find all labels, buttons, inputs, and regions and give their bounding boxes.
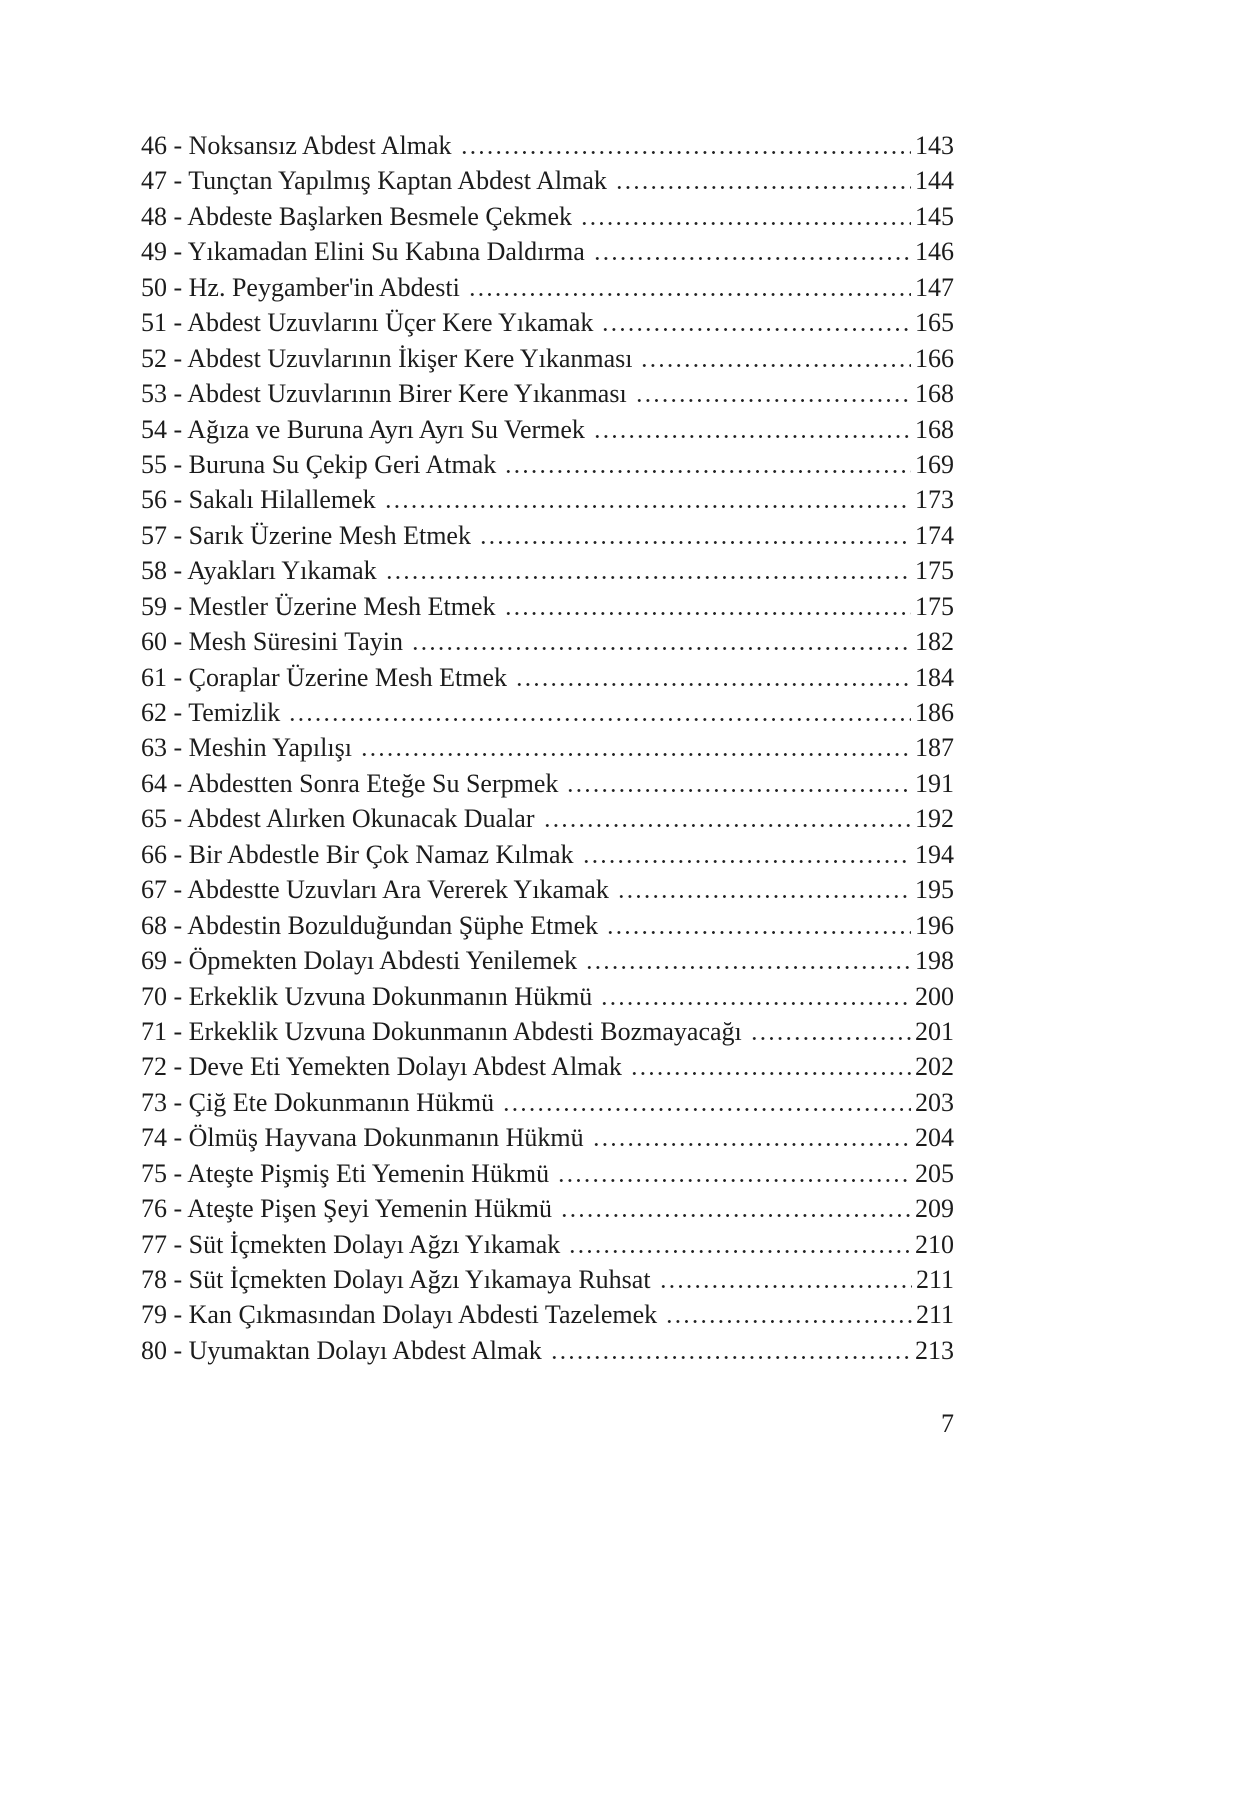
toc-entry: [141, 1049, 954, 1084]
toc-entry-page-number: 195: [915, 875, 954, 905]
dot-leader: [504, 612, 911, 615]
toc-entry-page-number: 186: [915, 698, 954, 727]
toc-entry-title: 50 - Hz. Peygamber'in Abdesti: [141, 272, 460, 302]
toc-entry-page-number: 198: [915, 946, 954, 976]
toc-entry-title: 70 - Erkeklik Uzvuna Dokunmanın Hükmü: [141, 981, 593, 1011]
toc-entry-page-number: 196: [915, 910, 954, 940]
toc-entry: [141, 1085, 954, 1120]
dot-leader: [630, 1072, 911, 1075]
toc-entry-title: 55 - Buruna Su Çekip Geri Atmak: [141, 449, 497, 479]
toc-entry: [141, 518, 954, 553]
toc-entry-page-number: 144: [915, 166, 954, 196]
toc-entry-title: 79 - Kan Çıkmasından Dolayı Abdesti Tazelemek: [141, 1300, 658, 1330]
toc-entry-page-number: 166: [915, 343, 954, 373]
toc-entry-title: 77 - Süt İçmekten Dolayı Ağzı Yıkamak: [141, 1229, 561, 1259]
dot-leader: [384, 505, 911, 508]
dot-leader: [560, 1214, 911, 1217]
toc-entry-title: 53 - Abdest Uzuvlarının Birer Kere Yıkanması: [141, 379, 627, 409]
dot-leader: [385, 576, 911, 579]
toc-entry: [141, 1227, 954, 1262]
toc-entry-page-number: 147: [915, 272, 954, 302]
toc-entry-page-number: 169: [915, 449, 954, 479]
toc-entry: [141, 766, 954, 801]
toc-entry-title: 61 - Çoraplar Üzerine Mesh Etmek: [141, 662, 508, 692]
toc-entry: [141, 872, 954, 907]
toc-entry: [141, 234, 954, 269]
toc-entry-page-number: 146: [915, 237, 954, 267]
toc-entry-title: 63 - Meshin Yapılışı: [141, 733, 352, 763]
toc-entry-page-number: 192: [915, 804, 954, 834]
toc-entry: [141, 341, 954, 376]
toc-entry: [141, 553, 954, 588]
dot-leader: [515, 683, 911, 686]
dot-leader: [568, 1250, 911, 1253]
toc-entry: [141, 801, 954, 836]
toc-entry-page-number: 168: [915, 379, 954, 409]
dot-leader: [635, 399, 911, 402]
toc-entry-page-number: 145: [915, 201, 954, 231]
dot-leader: [665, 1320, 912, 1323]
toc-entry: [141, 1333, 954, 1368]
toc-entry-page-number: 200: [915, 981, 954, 1011]
toc-entry: [141, 128, 954, 163]
dot-leader: [582, 860, 911, 863]
toc-entry: [141, 163, 954, 198]
dot-leader: [615, 186, 911, 189]
dot-leader: [593, 435, 911, 438]
toc-entry-title: 47 - Tunçtan Yapılmış Kaptan Abdest Almak: [141, 166, 607, 196]
dot-leader: [557, 1179, 911, 1182]
toc-entry-title: 65 - Abdest Alırken Okunacak Dualar: [141, 804, 535, 834]
toc-entry-page-number: 175: [915, 591, 954, 621]
toc-entry-page-number: 173: [915, 485, 954, 515]
dot-leader: [502, 1108, 911, 1111]
toc-entry: [141, 1191, 954, 1226]
toc-entry: [141, 695, 954, 730]
toc-list: [141, 128, 954, 1368]
toc-entry: [141, 589, 954, 624]
toc-entry-page-number: 211: [915, 1300, 954, 1330]
dot-leader: [504, 470, 911, 473]
toc-entry-page-number: 175: [915, 556, 954, 586]
toc-entry: [141, 943, 954, 978]
toc-entry-page-number: 210: [915, 1229, 954, 1259]
dot-leader: [360, 753, 911, 756]
page-footer: [141, 1406, 954, 1441]
toc-entry-title: 75 - Ateşte Pişmiş Eti Yemenin Hükmü: [141, 1158, 550, 1188]
toc-entry-title: 64 - Abdestten Sonra Eteğe Su Serpmek: [141, 768, 559, 798]
toc-entry: [141, 1014, 954, 1049]
page-number: 7: [941, 1409, 954, 1439]
toc-entry: [141, 447, 954, 482]
toc-entry-title: 62 - Temizlik: [141, 698, 281, 727]
dot-leader: [580, 222, 911, 225]
toc-entry-page-number: 205: [915, 1158, 954, 1188]
toc-entry-title: 48 - Abdeste Başlarken Besmele Çekmek: [141, 201, 573, 231]
dot-leader: [543, 824, 911, 827]
toc-entry-title: 78 - Süt İçmekten Dolayı Ağzı Yıkamaya Ruhsat: [141, 1265, 651, 1294]
toc-entry-title: 72 - Deve Eti Yemekten Dolayı Abdest Almak: [141, 1052, 622, 1082]
toc-entry-title: 66 - Bir Abdestle Bir Çok Namaz Kılmak: [141, 839, 574, 869]
toc-entry-page-number: 202: [915, 1052, 954, 1082]
toc-entry: [141, 979, 954, 1014]
toc-entry-title: 54 - Ağıza ve Buruna Ayrı Ayrı Su Vermek: [141, 414, 585, 444]
toc-entry-title: 57 - Sarık Üzerine Mesh Etmek: [141, 520, 471, 550]
toc-entry-title: 46 - Noksansız Abdest Almak: [141, 131, 452, 160]
toc-entry-title: 58 - Ayakları Yıkamak: [141, 556, 377, 586]
toc-entry-page-number: 187: [915, 733, 954, 763]
toc-entry: [141, 1120, 954, 1155]
toc-entry-title: 74 - Ölmüş Hayvana Dokunmanın Hükmü: [141, 1123, 584, 1153]
dot-leader: [411, 647, 911, 650]
toc-entry-title: 51 - Abdest Uzuvlarını Üçer Kere Yıkamak: [141, 308, 594, 338]
toc-entry-title: 71 - Erkeklik Uzvuna Dokunmanın Abdesti Bozmayacağı: [141, 1016, 742, 1046]
dot-leader: [640, 364, 911, 367]
toc-entry: [141, 660, 954, 695]
toc-entry: [141, 1156, 954, 1191]
toc-entry: [141, 199, 954, 234]
dot-leader: [593, 257, 911, 260]
toc-entry: [141, 412, 954, 447]
toc-entry-title: 76 - Ateşte Pişen Şeyi Yemenin Hükmü: [141, 1194, 552, 1224]
dot-leader: [550, 1356, 911, 1359]
toc-entry: [141, 270, 954, 305]
toc-entry-title: 56 - Sakalı Hilallemek: [141, 485, 376, 515]
dot-leader: [600, 1002, 911, 1005]
toc-entry-title: 60 - Mesh Süresini Tayin: [141, 627, 404, 657]
toc-entry: [141, 1297, 954, 1332]
dot-leader: [479, 541, 911, 544]
toc-entry-page-number: 165: [915, 308, 954, 338]
dot-leader: [606, 931, 911, 934]
toc-entry-title: 49 - Yıkamadan Elini Su Kabına Daldırma: [141, 237, 585, 267]
toc-entry-page-number: 209: [915, 1194, 954, 1224]
toc-entry-title: 67 - Abdestte Uzuvları Ara Vererek Yıkamak: [141, 875, 609, 905]
toc-entry-title: 52 - Abdest Uzuvlarının İkişer Kere Yıkanması: [141, 343, 633, 373]
toc-entry-page-number: 182: [915, 627, 954, 657]
dot-leader: [601, 328, 911, 331]
toc-entry-page-number: 194: [915, 839, 954, 869]
dot-leader: [460, 151, 911, 154]
toc-entry-page-number: 201: [915, 1016, 954, 1046]
toc-entry-title: 59 - Mestler Üzerine Mesh Etmek: [141, 591, 496, 621]
dot-leader: [617, 895, 911, 898]
toc-entry-page-number: 174: [915, 520, 954, 550]
dot-leader: [592, 1143, 911, 1146]
toc-entry-title: 69 - Öpmekten Dolayı Abdesti Yenilemek: [141, 946, 578, 976]
dot-leader: [585, 966, 911, 969]
toc-entry: [141, 908, 954, 943]
toc-entry-page-number: 168: [915, 414, 954, 444]
dot-leader: [288, 718, 911, 721]
toc-entry-title: 80 - Uyumaktan Dolayı Abdest Almak: [141, 1335, 542, 1365]
toc-entry: [141, 305, 954, 340]
toc-entry-page-number: 211: [915, 1265, 954, 1294]
toc-entry-page-number: 203: [915, 1087, 954, 1117]
toc-entry: [141, 837, 954, 872]
dot-leader: [750, 1037, 911, 1040]
toc-entry: [141, 376, 954, 411]
dot-leader: [566, 789, 911, 792]
toc-entry: [141, 624, 954, 659]
toc-entry-page-number: 204: [915, 1123, 954, 1153]
toc-entry-title: 68 - Abdestin Bozulduğundan Şüphe Etmek: [141, 910, 599, 940]
toc-entry-page-number: 213: [915, 1335, 954, 1365]
dot-leader: [468, 293, 911, 296]
toc-entry-page-number: 143: [915, 131, 954, 160]
dot-leader: [659, 1285, 912, 1288]
toc-entry: [141, 482, 954, 517]
toc-entry-title: 73 - Çiğ Ete Dokunmanın Hükmü: [141, 1087, 495, 1117]
toc-entry-page-number: 191: [915, 768, 954, 798]
toc-entry: [141, 1262, 954, 1297]
toc-entry: [141, 730, 954, 765]
toc-entry-page-number: 184: [915, 662, 954, 692]
